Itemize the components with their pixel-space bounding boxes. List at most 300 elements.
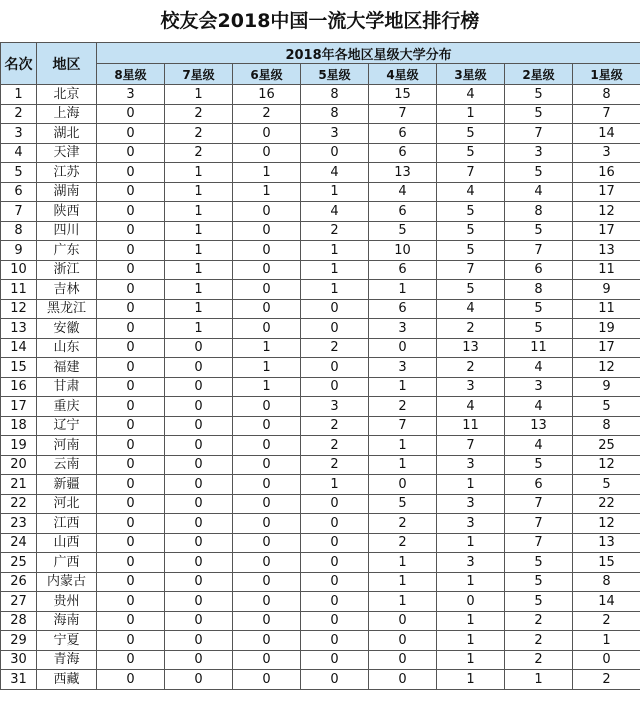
star-8-count-cell: 0 <box>97 611 165 631</box>
star-8-count-cell: 3 <box>97 85 165 105</box>
star-1-column-header: 1星级 <box>573 64 640 85</box>
star-8-count-cell: 0 <box>97 319 165 339</box>
star-7-count-cell: 1 <box>165 163 233 183</box>
star-7-count-cell: 0 <box>165 475 233 495</box>
star-6-count-cell: 0 <box>233 143 301 163</box>
star-2-count-cell: 2 <box>505 631 573 651</box>
star-3-count-cell: 5 <box>437 221 505 241</box>
star-2-count-cell: 4 <box>505 182 573 202</box>
region-cell: 北京 <box>37 85 97 105</box>
star-1-count-cell: 8 <box>573 572 640 592</box>
star-5-count-cell: 2 <box>301 455 369 475</box>
star-5-count-cell: 1 <box>301 260 369 280</box>
star-5-count-cell: 2 <box>301 338 369 358</box>
table-row <box>1 124 640 144</box>
rank-column-header: 名次 <box>1 43 37 85</box>
star-3-count-cell: 1 <box>437 650 505 670</box>
region-cell: 山西 <box>37 533 97 553</box>
star-5-count-cell: 8 <box>301 85 369 105</box>
star-2-count-cell: 4 <box>505 436 573 456</box>
star-7-count-cell: 1 <box>165 299 233 319</box>
region-column-header: 地区 <box>37 43 97 85</box>
star-8-count-cell: 0 <box>97 397 165 417</box>
rank-cell: 23 <box>1 514 37 534</box>
star-5-count-cell: 0 <box>301 631 369 651</box>
star-4-count-cell: 0 <box>369 338 437 358</box>
table-row <box>1 241 640 261</box>
star-4-count-cell: 6 <box>369 124 437 144</box>
star-1-count-cell: 5 <box>573 397 640 417</box>
star-4-count-cell: 7 <box>369 104 437 124</box>
star-4-count-cell: 0 <box>369 650 437 670</box>
star-8-count-cell: 0 <box>97 280 165 300</box>
table-row <box>1 631 640 651</box>
star-6-count-cell: 0 <box>233 416 301 436</box>
star-7-count-cell: 2 <box>165 104 233 124</box>
rank-cell: 24 <box>1 533 37 553</box>
star-7-count-cell: 0 <box>165 650 233 670</box>
rank-cell: 19 <box>1 436 37 456</box>
star-5-count-cell: 4 <box>301 163 369 183</box>
table-row <box>1 416 640 436</box>
star-3-count-cell: 4 <box>437 85 505 105</box>
star-3-column-header: 3星级 <box>437 64 505 85</box>
star-6-count-cell: 0 <box>233 280 301 300</box>
star-1-count-cell: 17 <box>573 338 640 358</box>
star-6-count-cell: 0 <box>233 221 301 241</box>
star-8-count-cell: 0 <box>97 163 165 183</box>
star-5-count-cell: 1 <box>301 241 369 261</box>
star-6-count-cell: 1 <box>233 338 301 358</box>
star-3-count-cell: 7 <box>437 163 505 183</box>
star-3-count-cell: 7 <box>437 436 505 456</box>
star-2-count-cell: 5 <box>505 572 573 592</box>
star-2-count-cell: 5 <box>505 592 573 612</box>
star-3-count-cell: 13 <box>437 338 505 358</box>
star-2-count-cell: 4 <box>505 358 573 378</box>
star-4-count-cell: 15 <box>369 85 437 105</box>
star-4-count-cell: 1 <box>369 592 437 612</box>
star-2-count-cell: 7 <box>505 533 573 553</box>
table-row <box>1 475 640 495</box>
star-7-count-cell: 0 <box>165 553 233 573</box>
star-5-count-cell: 3 <box>301 124 369 144</box>
star-3-count-cell: 4 <box>437 299 505 319</box>
star-4-count-cell: 1 <box>369 455 437 475</box>
star-6-count-cell: 0 <box>233 436 301 456</box>
star-5-count-cell: 0 <box>301 319 369 339</box>
region-cell: 上海 <box>37 104 97 124</box>
star-2-count-cell: 5 <box>505 104 573 124</box>
table-body <box>1 85 640 690</box>
region-cell: 四川 <box>37 221 97 241</box>
table-row <box>1 650 640 670</box>
star-1-count-cell: 5 <box>573 475 640 495</box>
region-cell: 辽宁 <box>37 416 97 436</box>
star-4-count-cell: 6 <box>369 260 437 280</box>
star-3-count-cell: 3 <box>437 377 505 397</box>
star-1-count-cell: 15 <box>573 553 640 573</box>
rank-cell: 16 <box>1 377 37 397</box>
star-8-count-cell: 0 <box>97 221 165 241</box>
star-3-count-cell: 2 <box>437 319 505 339</box>
star-1-count-cell: 8 <box>573 416 640 436</box>
rank-cell: 20 <box>1 455 37 475</box>
table-row <box>1 533 640 553</box>
table-row <box>1 221 640 241</box>
star-2-count-cell: 13 <box>505 416 573 436</box>
region-cell: 海南 <box>37 611 97 631</box>
table-row <box>1 455 640 475</box>
star-6-count-cell: 0 <box>233 455 301 475</box>
star-6-count-cell: 2 <box>233 104 301 124</box>
star-3-count-cell: 1 <box>437 104 505 124</box>
star-3-count-cell: 0 <box>437 592 505 612</box>
rank-cell: 4 <box>1 143 37 163</box>
region-cell: 江西 <box>37 514 97 534</box>
table-row <box>1 611 640 631</box>
star-1-count-cell: 11 <box>573 299 640 319</box>
star-5-count-cell: 0 <box>301 572 369 592</box>
star-1-count-cell: 25 <box>573 436 640 456</box>
rank-cell: 27 <box>1 592 37 612</box>
star-7-count-cell: 0 <box>165 455 233 475</box>
star-7-count-cell: 0 <box>165 533 233 553</box>
star-3-count-cell: 5 <box>437 202 505 222</box>
rank-cell: 5 <box>1 163 37 183</box>
star-6-count-cell: 1 <box>233 163 301 183</box>
star-7-count-cell: 0 <box>165 611 233 631</box>
star-7-count-cell: 1 <box>165 202 233 222</box>
star-7-count-cell: 0 <box>165 397 233 417</box>
region-cell: 江苏 <box>37 163 97 183</box>
table-row <box>1 592 640 612</box>
star-5-count-cell: 1 <box>301 280 369 300</box>
star-6-count-cell: 0 <box>233 475 301 495</box>
star-6-count-cell: 0 <box>233 202 301 222</box>
region-cell: 山东 <box>37 338 97 358</box>
star-5-count-cell: 3 <box>301 397 369 417</box>
star-8-count-cell: 0 <box>97 299 165 319</box>
star-5-count-cell: 0 <box>301 670 369 690</box>
star-5-count-cell: 8 <box>301 104 369 124</box>
star-7-count-cell: 0 <box>165 670 233 690</box>
table-row <box>1 553 640 573</box>
star-1-count-cell: 19 <box>573 319 640 339</box>
region-cell: 吉林 <box>37 280 97 300</box>
star-7-count-cell: 1 <box>165 319 233 339</box>
star-5-column-header: 5星级 <box>301 64 369 85</box>
region-cell: 宁夏 <box>37 631 97 651</box>
star-5-count-cell: 0 <box>301 358 369 378</box>
star-8-count-cell: 0 <box>97 670 165 690</box>
star-8-count-cell: 0 <box>97 494 165 514</box>
table-row <box>1 436 640 456</box>
table-row <box>1 572 640 592</box>
region-cell: 内蒙古 <box>37 572 97 592</box>
star-7-count-cell: 0 <box>165 514 233 534</box>
star-8-count-cell: 0 <box>97 553 165 573</box>
star-3-count-cell: 3 <box>437 553 505 573</box>
star-4-count-cell: 1 <box>369 572 437 592</box>
rank-cell: 1 <box>1 85 37 105</box>
region-cell: 新疆 <box>37 475 97 495</box>
star-4-count-cell: 1 <box>369 553 437 573</box>
rank-cell: 14 <box>1 338 37 358</box>
star-3-count-cell: 1 <box>437 475 505 495</box>
star-5-count-cell: 0 <box>301 299 369 319</box>
star-7-count-cell: 1 <box>165 85 233 105</box>
star-3-count-cell: 3 <box>437 494 505 514</box>
rank-cell: 3 <box>1 124 37 144</box>
star-2-column-header: 2星级 <box>505 64 573 85</box>
star-7-count-cell: 0 <box>165 436 233 456</box>
star-6-count-cell: 0 <box>233 397 301 417</box>
star-5-count-cell: 0 <box>301 592 369 612</box>
star-2-count-cell: 7 <box>505 124 573 144</box>
star-5-count-cell: 2 <box>301 416 369 436</box>
star-2-count-cell: 5 <box>505 553 573 573</box>
star-5-count-cell: 4 <box>301 202 369 222</box>
region-cell: 浙江 <box>37 260 97 280</box>
star-4-count-cell: 13 <box>369 163 437 183</box>
rank-cell: 13 <box>1 319 37 339</box>
star-3-count-cell: 5 <box>437 280 505 300</box>
star-1-count-cell: 12 <box>573 455 640 475</box>
star-8-count-cell: 0 <box>97 241 165 261</box>
star-6-count-cell: 0 <box>233 611 301 631</box>
star-1-count-cell: 16 <box>573 163 640 183</box>
rank-cell: 30 <box>1 650 37 670</box>
star-1-count-cell: 11 <box>573 260 640 280</box>
star-4-count-cell: 5 <box>369 494 437 514</box>
star-6-count-cell: 0 <box>233 514 301 534</box>
region-cell: 福建 <box>37 358 97 378</box>
star-1-count-cell: 0 <box>573 650 640 670</box>
star-6-count-cell: 1 <box>233 358 301 378</box>
region-cell: 河南 <box>37 436 97 456</box>
star-8-count-cell: 0 <box>97 260 165 280</box>
star-5-count-cell: 1 <box>301 182 369 202</box>
star-3-count-cell: 2 <box>437 358 505 378</box>
star-7-count-cell: 0 <box>165 338 233 358</box>
region-cell: 湖北 <box>37 124 97 144</box>
star-8-count-cell: 0 <box>97 124 165 144</box>
star-8-count-cell: 0 <box>97 436 165 456</box>
region-cell: 甘肃 <box>37 377 97 397</box>
rank-cell: 12 <box>1 299 37 319</box>
table-row <box>1 358 640 378</box>
star-8-count-cell: 0 <box>97 572 165 592</box>
star-6-count-cell: 0 <box>233 592 301 612</box>
table-row <box>1 494 640 514</box>
star-6-count-cell: 0 <box>233 299 301 319</box>
star-7-count-cell: 2 <box>165 124 233 144</box>
region-cell: 广西 <box>37 553 97 573</box>
star-3-count-cell: 3 <box>437 455 505 475</box>
rank-cell: 8 <box>1 221 37 241</box>
star-4-count-cell: 4 <box>369 182 437 202</box>
star-4-count-cell: 6 <box>369 202 437 222</box>
rank-cell: 29 <box>1 631 37 651</box>
star-3-count-cell: 4 <box>437 182 505 202</box>
star-2-count-cell: 1 <box>505 670 573 690</box>
table-row <box>1 143 640 163</box>
star-2-count-cell: 2 <box>505 650 573 670</box>
rank-cell: 26 <box>1 572 37 592</box>
star-7-count-cell: 0 <box>165 494 233 514</box>
star-1-count-cell: 17 <box>573 221 640 241</box>
table-row <box>1 670 640 690</box>
rank-cell: 28 <box>1 611 37 631</box>
star-5-count-cell: 0 <box>301 143 369 163</box>
star-4-count-cell: 6 <box>369 143 437 163</box>
star-6-count-cell: 0 <box>233 494 301 514</box>
star-4-count-cell: 0 <box>369 670 437 690</box>
distribution-group-header: 2018年各地区星级大学分布 <box>97 43 640 64</box>
star-2-count-cell: 5 <box>505 299 573 319</box>
star-6-count-cell: 0 <box>233 650 301 670</box>
star-2-count-cell: 8 <box>505 202 573 222</box>
star-3-count-cell: 5 <box>437 124 505 144</box>
rank-cell: 9 <box>1 241 37 261</box>
star-1-count-cell: 12 <box>573 514 640 534</box>
region-cell: 天津 <box>37 143 97 163</box>
star-2-count-cell: 7 <box>505 241 573 261</box>
region-cell: 陕西 <box>37 202 97 222</box>
star-6-count-cell: 16 <box>233 85 301 105</box>
star-1-count-cell: 7 <box>573 104 640 124</box>
table-row <box>1 260 640 280</box>
star-4-count-cell: 1 <box>369 436 437 456</box>
star-5-count-cell: 0 <box>301 494 369 514</box>
star-8-count-cell: 0 <box>97 358 165 378</box>
star-5-count-cell: 0 <box>301 533 369 553</box>
region-cell: 河北 <box>37 494 97 514</box>
star-6-count-cell: 0 <box>233 572 301 592</box>
table-row <box>1 338 640 358</box>
star-8-count-cell: 0 <box>97 104 165 124</box>
star-4-count-cell: 0 <box>369 611 437 631</box>
region-cell: 湖南 <box>37 182 97 202</box>
star-2-count-cell: 6 <box>505 260 573 280</box>
star-3-count-cell: 3 <box>437 514 505 534</box>
star-2-count-cell: 5 <box>505 163 573 183</box>
rank-cell: 11 <box>1 280 37 300</box>
star-7-count-cell: 0 <box>165 572 233 592</box>
table-row <box>1 182 640 202</box>
star-2-count-cell: 4 <box>505 397 573 417</box>
star-1-count-cell: 12 <box>573 358 640 378</box>
star-3-count-cell: 5 <box>437 241 505 261</box>
region-cell: 广东 <box>37 241 97 261</box>
region-cell: 安徽 <box>37 319 97 339</box>
table-row <box>1 85 640 105</box>
star-2-count-cell: 5 <box>505 85 573 105</box>
star-8-count-cell: 0 <box>97 338 165 358</box>
page-title: 校友会2018中国一流大学地区排行榜 <box>160 10 480 32</box>
star-6-count-cell: 0 <box>233 241 301 261</box>
star-7-count-cell: 0 <box>165 631 233 651</box>
star-5-count-cell: 0 <box>301 377 369 397</box>
star-8-count-cell: 0 <box>97 182 165 202</box>
star-1-count-cell: 13 <box>573 241 640 261</box>
star-2-count-cell: 6 <box>505 475 573 495</box>
star-5-count-cell: 1 <box>301 475 369 495</box>
star-1-count-cell: 8 <box>573 85 640 105</box>
star-7-count-cell: 0 <box>165 592 233 612</box>
star-6-count-cell: 1 <box>233 377 301 397</box>
star-5-count-cell: 0 <box>301 650 369 670</box>
star-1-count-cell: 2 <box>573 611 640 631</box>
star-3-count-cell: 4 <box>437 397 505 417</box>
star-8-count-cell: 0 <box>97 631 165 651</box>
star-8-count-cell: 0 <box>97 650 165 670</box>
star-7-count-cell: 0 <box>165 358 233 378</box>
table-row <box>1 377 640 397</box>
star-1-count-cell: 22 <box>573 494 640 514</box>
star-1-count-cell: 14 <box>573 124 640 144</box>
star-6-count-cell: 0 <box>233 533 301 553</box>
star-4-count-cell: 0 <box>369 475 437 495</box>
star-6-count-cell: 0 <box>233 319 301 339</box>
star-6-count-cell: 0 <box>233 670 301 690</box>
star-6-column-header: 6星级 <box>233 64 301 85</box>
star-2-count-cell: 7 <box>505 514 573 534</box>
star-7-count-cell: 1 <box>165 241 233 261</box>
star-8-count-cell: 0 <box>97 455 165 475</box>
table-row <box>1 104 640 124</box>
star-2-count-cell: 7 <box>505 494 573 514</box>
star-4-count-cell: 7 <box>369 416 437 436</box>
star-5-count-cell: 2 <box>301 436 369 456</box>
star-6-count-cell: 0 <box>233 553 301 573</box>
star-4-count-cell: 5 <box>369 221 437 241</box>
star-5-count-cell: 0 <box>301 553 369 573</box>
star-1-count-cell: 17 <box>573 182 640 202</box>
star-8-count-cell: 0 <box>97 475 165 495</box>
star-4-count-cell: 1 <box>369 280 437 300</box>
star-1-count-cell: 9 <box>573 377 640 397</box>
rank-cell: 6 <box>1 182 37 202</box>
star-3-count-cell: 7 <box>437 260 505 280</box>
star-2-count-cell: 3 <box>505 377 573 397</box>
star-3-count-cell: 1 <box>437 631 505 651</box>
table-row <box>1 514 640 534</box>
star-1-count-cell: 3 <box>573 143 640 163</box>
star-5-count-cell: 2 <box>301 221 369 241</box>
region-cell: 黑龙江 <box>37 299 97 319</box>
rank-cell: 2 <box>1 104 37 124</box>
star-4-count-cell: 6 <box>369 299 437 319</box>
rank-cell: 31 <box>1 670 37 690</box>
star-6-count-cell: 0 <box>233 124 301 144</box>
star-7-count-cell: 1 <box>165 280 233 300</box>
star-1-count-cell: 13 <box>573 533 640 553</box>
star-6-count-cell: 0 <box>233 260 301 280</box>
star-4-count-cell: 0 <box>369 631 437 651</box>
star-8-count-cell: 0 <box>97 416 165 436</box>
table-row <box>1 163 640 183</box>
star-4-count-cell: 2 <box>369 397 437 417</box>
star-6-count-cell: 1 <box>233 182 301 202</box>
rank-cell: 21 <box>1 475 37 495</box>
star-2-count-cell: 8 <box>505 280 573 300</box>
star-2-count-cell: 3 <box>505 143 573 163</box>
table-row <box>1 202 640 222</box>
star-8-count-cell: 0 <box>97 592 165 612</box>
rank-cell: 25 <box>1 553 37 573</box>
